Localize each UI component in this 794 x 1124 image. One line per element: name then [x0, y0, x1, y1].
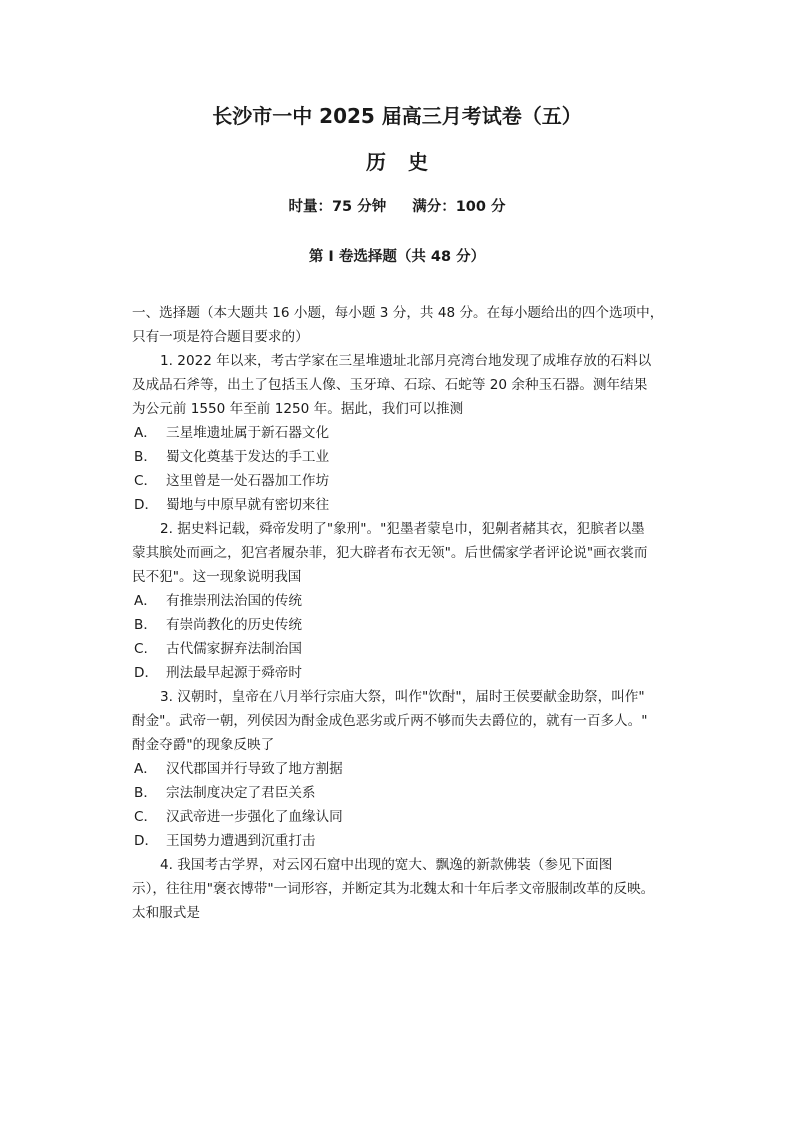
option-b — [132, 613, 692, 637]
option-letter: B． — [134, 617, 157, 633]
option-text: 宗法制度决定了君臣关系 — [166, 785, 316, 801]
question-stem: 民不犯"。这一现象说明我国 — [132, 569, 302, 585]
option-letter: D． — [134, 497, 159, 513]
question-stem: 2. 据史料记载，舜帝发明了"象刑"。"犯墨者蒙皂巾，犯劓者赭其衣，犯膑者以墨 — [160, 521, 645, 537]
option-letter: B． — [134, 449, 157, 465]
question-stem: 及成品石斧等，出土了包括玉人像、玉牙璋、石琮、石蛇等 20 余种玉石器。测年结果 — [132, 377, 648, 393]
option-a — [132, 757, 692, 781]
option-d — [132, 493, 692, 517]
option-c — [132, 469, 692, 493]
option-a — [132, 589, 692, 613]
option-c — [132, 637, 692, 661]
question-stem: 4. 我国考古学界，对云冈石窟中出现的宽大、飘逸的新款佛装（参见下面图 — [160, 857, 613, 873]
exam-title: 长沙市一中 2025 届高三月考试卷（五） — [212, 104, 582, 128]
time-limit: 时量：75 分钟 — [288, 199, 387, 215]
full-score: 满分：100 分 — [412, 199, 506, 215]
exam-meta — [0, 195, 794, 216]
option-text: 有推崇刑法治国的传统 — [166, 593, 302, 609]
subject-title: 历史 — [366, 150, 450, 174]
option-b — [132, 445, 692, 469]
question-stem: 蒙其膑处而画之，犯宫者履杂菲，犯大辟者布衣无领"。后世儒家学者评论说"画衣裳而 — [132, 545, 648, 561]
option-text: 汉武帝进一步强化了血缘认同 — [166, 809, 343, 825]
question-stem: 示），往往用"褒衣博带"一词形容，并断定其为北魏太和十年后孝文帝服制改革的反映。 — [132, 881, 655, 897]
question-stem: 酎金夺爵"的现象反映了 — [132, 737, 275, 753]
option-letter: C． — [134, 809, 158, 825]
section-heading: 第 Ⅰ 卷选择题（共 48 分） — [308, 249, 486, 265]
option-letter: C. — [134, 641, 148, 657]
option-text: 这里曾是一处石器加工作坊 — [166, 473, 330, 489]
question-stem: 1. 2022 年以来，考古学家在三星堆遗址北部月亮湾台地发现了成堆存放的石料以 — [160, 353, 652, 369]
question-stem: 酎金"。武帝一朝，列侯因为酎金成色恶劣或斤两不够而失去爵位的，就有一百多人。" — [132, 713, 648, 729]
option-text: 蜀文化奠基于发达的手工业 — [166, 449, 330, 465]
question-stem: 太和服式是 — [132, 905, 200, 921]
option-letter: D． — [134, 665, 159, 681]
option-letter: A． — [134, 761, 157, 777]
option-text: 有崇尚教化的历史传统 — [166, 617, 302, 633]
question-stem: 3. 汉朝时，皇帝在八月举行宗庙大祭，叫作"饮酎"，届时王侯要献金助祭，叫作" — [160, 689, 645, 705]
instructions-line: 一、选择题（本大题共 16 小题，每小题 3 分，共 48 分。在每小题给出的四个选项中， — [132, 305, 664, 321]
option-letter: D． — [134, 833, 159, 849]
instructions-line: 只有一项是符合题目要求的） — [132, 329, 309, 345]
option-c — [132, 805, 692, 829]
question-body — [132, 301, 692, 925]
option-letter: B． — [134, 785, 157, 801]
question-stem: 为公元前 1550 年至前 1250 年。据此，我们可以推测 — [132, 401, 464, 417]
option-text: 刑法最早起源于舜帝时 — [166, 665, 302, 681]
option-text: 汉代郡国并行导致了地方割据 — [166, 761, 343, 777]
option-text: 蜀地与中原早就有密切来往 — [166, 497, 330, 513]
option-text: 古代儒家摒弃法制治国 — [166, 641, 302, 657]
option-letter: A． — [134, 425, 157, 441]
option-d — [132, 829, 692, 853]
option-b — [132, 781, 692, 805]
option-text: 王国势力遭遇到沉重打击 — [166, 833, 316, 849]
option-d — [132, 661, 692, 685]
option-letter: A． — [134, 593, 157, 609]
option-a — [132, 421, 692, 445]
option-letter: C． — [134, 473, 158, 489]
option-text: 三星堆遗址属于新石器文化 — [166, 425, 330, 441]
